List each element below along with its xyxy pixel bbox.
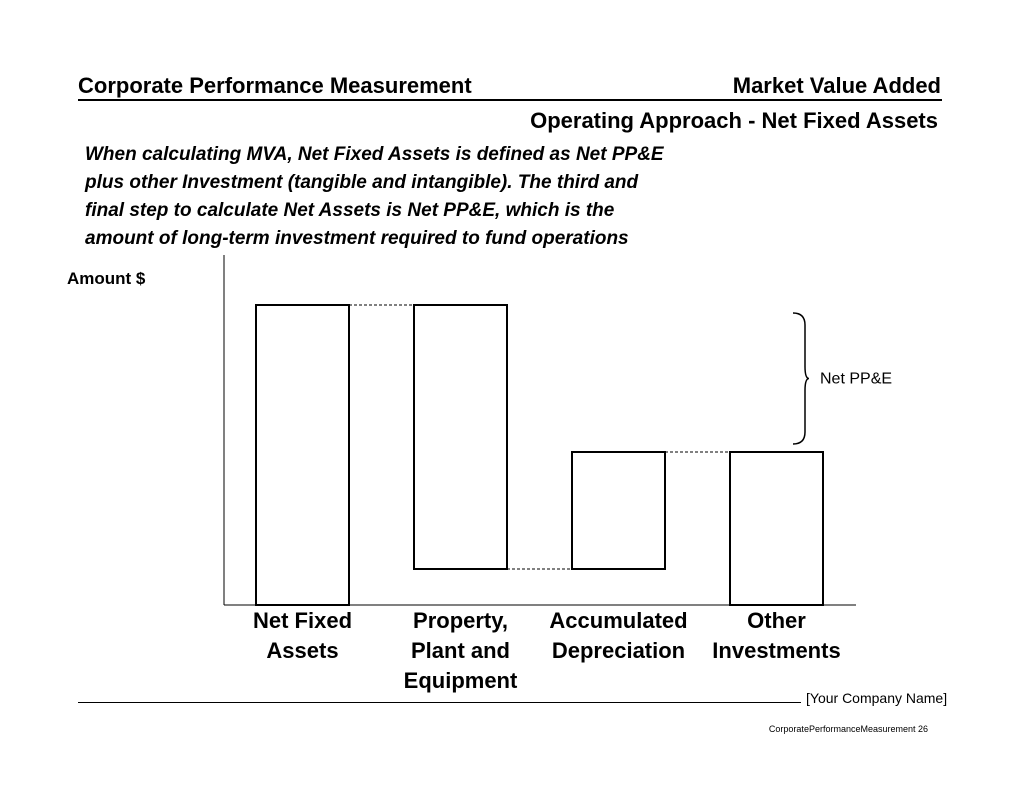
category-label: Net Fixed Assets: [252, 608, 353, 663]
brace-icon: [793, 313, 809, 444]
header-right-title: Market Value Added: [732, 73, 941, 98]
bar: [414, 305, 507, 569]
category-label: Property, Plant and Equipment: [403, 608, 518, 693]
category-label: Accumulated Depreciation: [549, 608, 688, 663]
footer-company-name: [Your Company Name]: [806, 690, 948, 706]
annotation-label: Net PP&E: [820, 370, 893, 388]
footer-page-label: CorporatePerformanceMeasurement 26: [768, 724, 928, 734]
description-line: amount of long-term investment required to fund operations: [85, 228, 629, 249]
description-line: plus other Investment (tangible and intangible). The third and: [85, 172, 639, 193]
description-line: final step to calculate Net Assets is Net PP&E, which is the: [85, 200, 615, 221]
y-axis-label: Amount $: [67, 269, 146, 288]
footer-rule: [78, 702, 801, 703]
bar: [256, 305, 349, 605]
header-left-title: Corporate Performance Measurement: [78, 73, 472, 98]
bar: [730, 452, 823, 605]
bar: [572, 452, 665, 569]
description-line: When calculating MVA, Net Fixed Assets is defined as Net PP&E: [85, 144, 664, 165]
slide-subtitle: Operating Approach - Net Fixed Assets: [530, 108, 938, 133]
category-label: Other Investments: [712, 608, 841, 663]
